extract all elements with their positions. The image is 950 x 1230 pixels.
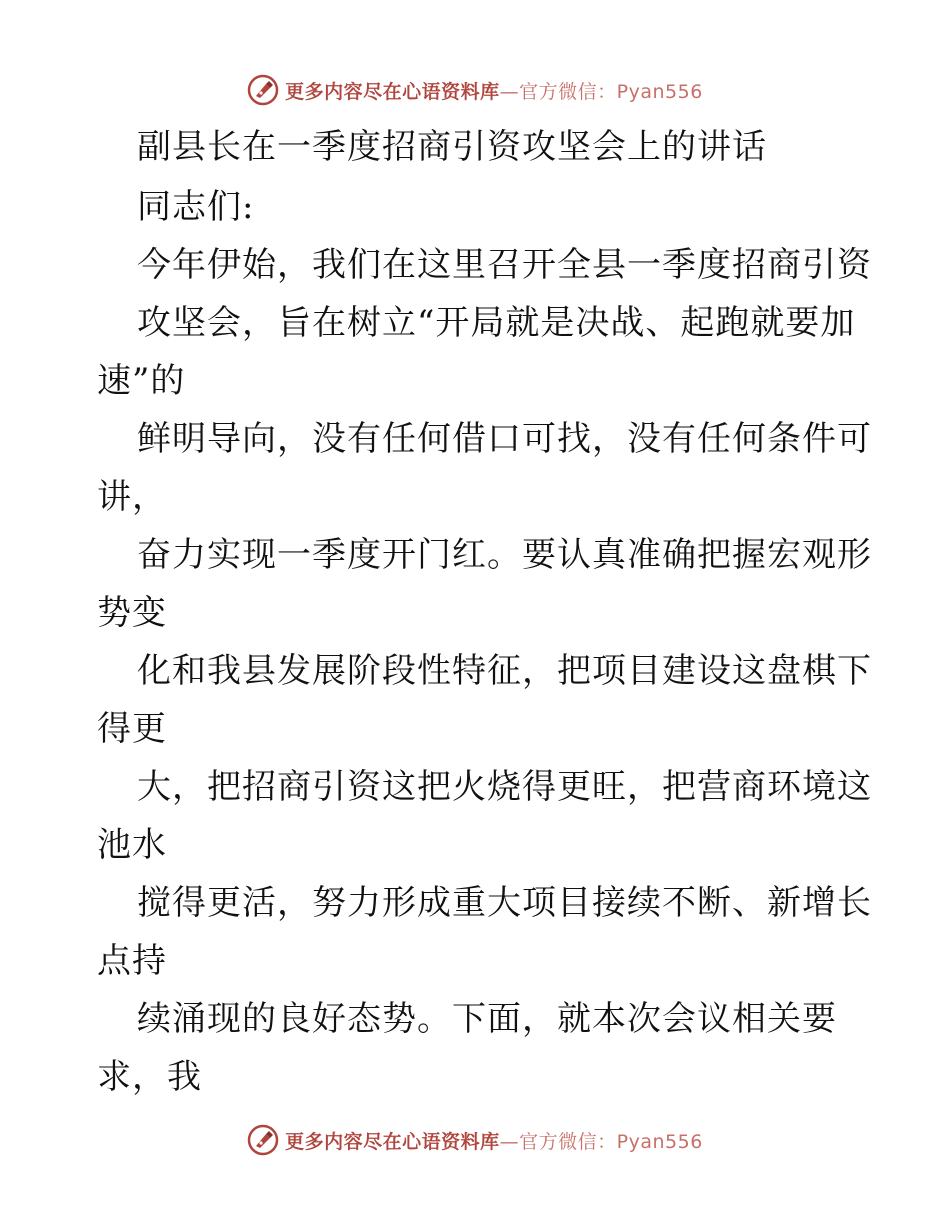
document-title: 副县长在一季度招商引资攻坚会上的讲话 — [137, 127, 767, 167]
watermark-text — [285, 77, 703, 104]
salutation: 同志们: — [137, 187, 255, 227]
body-line: 求，我 — [97, 1057, 202, 1097]
pen-nib-seal-icon — [247, 1124, 279, 1156]
body-line: 搅得更活，努力形成重大项目接续不断、新增长 — [137, 883, 872, 923]
body-line: 鲜明导向，没有任何借口可找，没有任何条件可 — [137, 419, 872, 459]
body-line: 续涌现的良好态势。下面，就本次会议相关要 — [137, 999, 837, 1039]
body-line: 速”的 — [97, 361, 186, 401]
body-line: 大，把招商引资这把火烧得更旺，把营商环境这 — [137, 767, 872, 807]
body-line: 讲， — [97, 477, 167, 517]
watermark-brand: 更多内容尽在心语资料库 — [285, 80, 500, 103]
body-line: 攻坚会，旨在树立“开局就是决战、起跑就要加 — [137, 303, 856, 343]
footer-watermark — [0, 1120, 950, 1160]
body-line: 势变 — [97, 593, 167, 633]
watermark-text — [285, 1127, 703, 1154]
body-line: 今年伊始，我们在这里召开全县一季度招商引资 — [137, 245, 872, 285]
watermark-official: —官方微信：Pyan556 — [499, 80, 703, 103]
body-line: 池水 — [97, 825, 167, 865]
watermark-official: —官方微信：Pyan556 — [499, 1130, 703, 1153]
body-line: 得更 — [97, 709, 167, 749]
body-line: 点持 — [97, 941, 167, 981]
watermark-brand: 更多内容尽在心语资料库 — [285, 1130, 500, 1153]
body-line: 化和我县发展阶段性特征，把项目建设这盘棋下 — [137, 651, 872, 691]
pen-nib-seal-icon — [247, 74, 279, 106]
header-watermark — [0, 70, 950, 110]
body-line: 奋力实现一季度开门红。要认真准确把握宏观形 — [137, 535, 872, 575]
